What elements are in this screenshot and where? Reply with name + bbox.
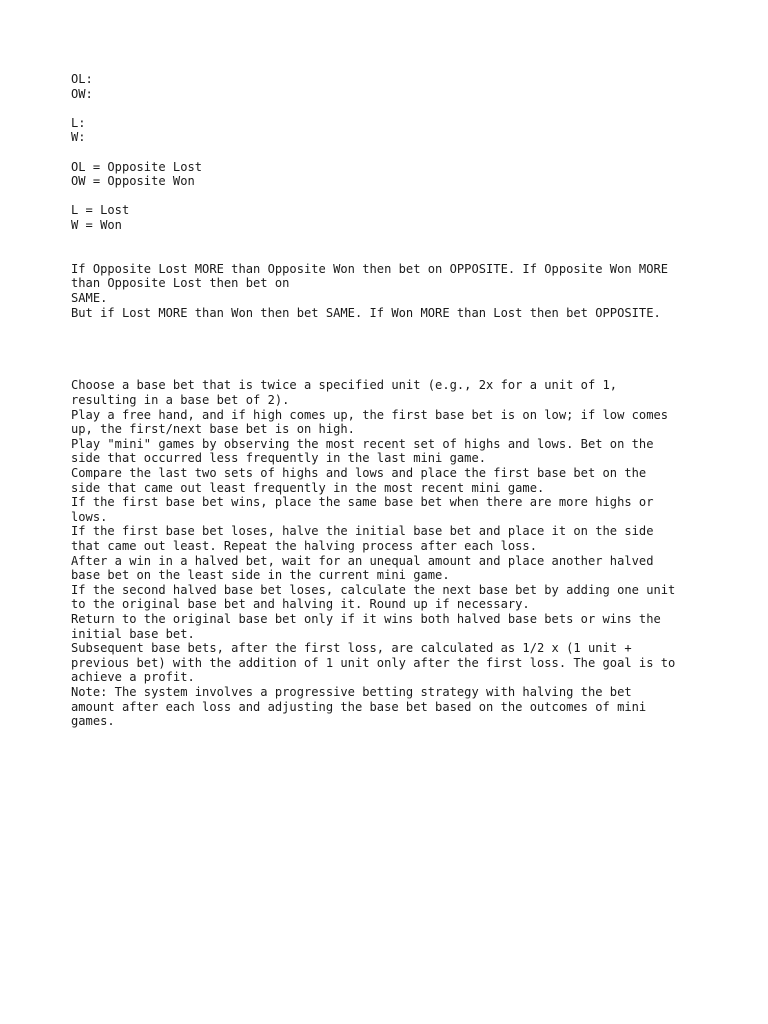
text-line: Compare the last two sets of highs and lows and place the first base bet on the <box>71 466 647 481</box>
text-line: If the first base bet wins, place the same base bet when there are more highs or <box>71 495 654 510</box>
text-line: that came out least. Repeat the halving process after each loss. <box>71 539 537 554</box>
text-line: OL = Opposite Lost <box>71 159 203 174</box>
text-line: previous bet) with the addition of 1 unit only after the first loss. The goal is to <box>71 655 676 670</box>
text-line: L = Lost <box>71 203 130 218</box>
text-line: side that occurred less frequently in the last mini game. <box>71 451 487 466</box>
text-line: initial base bet. <box>71 626 195 641</box>
spacer <box>71 145 711 160</box>
document-page <box>71 72 711 729</box>
legend-opposite <box>71 160 711 189</box>
text-line: up, the first/next base bet is on high. <box>71 422 355 437</box>
text-line: After a win in a halved bet, wait for an unequal amount and place another halved <box>71 553 654 568</box>
betting-rule <box>71 262 711 320</box>
text-line: achieve a profit. <box>71 670 195 685</box>
text-line: Play "mini" games by observing the most recent set of highs and lows. Bet on the <box>71 436 654 451</box>
spacer <box>71 233 711 262</box>
text-line: lows. <box>71 509 108 524</box>
text-line: If the first base bet loses, halve the initial base bet and place it on the side <box>71 524 654 539</box>
text-line: base bet on the least side in the current mini game. <box>71 568 450 583</box>
text-line: W = Won <box>71 217 122 232</box>
header-labels <box>71 72 711 101</box>
text-line: OL: <box>71 72 93 86</box>
text-line: Return to the original base bet only if it wins both halved base bets or wins the <box>71 611 661 626</box>
text-line: Choose a base bet that is twice a specified unit (e.g., 2x for a unit of 1, <box>71 378 618 393</box>
text-line: W: <box>71 130 86 145</box>
legend-plain <box>71 203 711 232</box>
short-labels <box>71 116 711 145</box>
spacer <box>71 189 711 204</box>
text-line: to the original base bet and halving it. Round up if necessary. <box>71 597 530 612</box>
text-line: OW = Opposite Won <box>71 174 195 189</box>
text-line: Play a free hand, and if high comes up, the first base bet is on low; if low comes <box>71 407 669 422</box>
text-line: OW: <box>71 86 93 101</box>
text-line: SAME. <box>71 290 108 305</box>
text-line: games. <box>71 714 115 729</box>
text-line: side that came out least frequently in the most recent mini game. <box>71 480 545 495</box>
text-line: If the second halved base bet loses, calculate the next base bet by adding one unit <box>71 582 676 597</box>
strategy-description <box>71 378 711 728</box>
text-line: than Opposite Lost then bet on <box>71 276 290 291</box>
text-line: amount after each loss and adjusting the base bet based on the outcomes of mini <box>71 699 647 714</box>
text-line: If Opposite Lost MORE than Opposite Won then bet on OPPOSITE. If Opposite Won MORE <box>71 261 669 276</box>
text-line: Subsequent base bets, after the first loss, are calculated as 1/2 x (1 unit + <box>71 641 632 656</box>
text-line: L: <box>71 115 86 130</box>
text-line: resulting in a base bet of 2). <box>71 393 290 408</box>
spacer <box>71 320 711 378</box>
text-line: But if Lost MORE than Won then bet SAME. If Won MORE than Lost then bet OPPOSITE. <box>71 305 661 320</box>
text-line: Note: The system involves a progressive betting strategy with halving the bet <box>71 684 632 699</box>
spacer <box>71 101 711 116</box>
